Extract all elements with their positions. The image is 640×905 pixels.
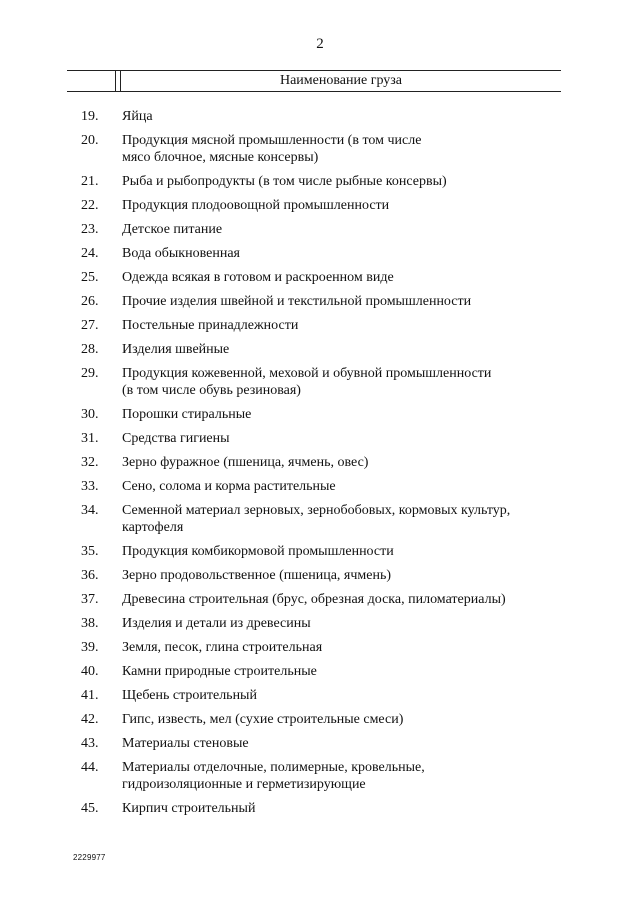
item-number: 25. <box>81 270 99 285</box>
item-number: 38. <box>81 616 99 631</box>
table-header <box>67 70 561 94</box>
list-item <box>81 406 561 423</box>
item-number: 19. <box>81 109 99 124</box>
list-item <box>81 341 561 358</box>
item-cargo-name: Материалы стеновые <box>122 736 249 751</box>
list-item <box>81 663 561 680</box>
item-cargo-name: Семенной материал зерновых, зернобобовых, кормовых культур, картофеля <box>122 503 511 535</box>
list-item <box>81 615 561 632</box>
item-number: 39. <box>81 640 99 655</box>
header-top-rule <box>67 70 561 71</box>
item-number: 29. <box>81 366 99 381</box>
item-cargo-name: Гипс, известь, мел (сухие строительные смеси) <box>122 712 404 727</box>
item-cargo-name: Средства гигиены <box>122 431 230 446</box>
list-item <box>81 591 561 608</box>
list-item <box>81 269 561 286</box>
item-cargo-name: Зерно фуражное (пшеница, ячмень, овес) <box>122 455 369 470</box>
list-item <box>81 197 561 214</box>
header-column-divider <box>115 70 116 92</box>
list-item <box>81 221 561 238</box>
item-number: 31. <box>81 431 99 446</box>
list-item <box>81 639 561 656</box>
item-cargo-name: Продукция кожевенной, меховой и обувной промышленности (в том числе обувь резиновая) <box>122 366 492 398</box>
item-number: 44. <box>81 760 99 775</box>
item-number: 45. <box>81 801 99 816</box>
item-cargo-name: Рыба и рыбопродукты (в том числе рыбные консервы) <box>122 174 447 189</box>
list-item <box>81 687 561 704</box>
item-cargo-name: Порошки стиральные <box>122 407 252 422</box>
list-item <box>81 735 561 752</box>
item-cargo-name: Постельные принадлежности <box>122 318 299 333</box>
item-number: 27. <box>81 318 99 333</box>
list-item <box>81 502 561 536</box>
list-item <box>81 245 561 262</box>
item-cargo-name: Кирпич строительный <box>122 801 256 816</box>
list-item <box>81 293 561 310</box>
page-number: 2 <box>316 36 324 52</box>
item-number: 43. <box>81 736 99 751</box>
item-number: 41. <box>81 688 99 703</box>
list-item <box>81 543 561 560</box>
item-cargo-name: Продукция мясной промышленности (в том числе мясо блочное, мясные консервы) <box>122 133 422 165</box>
item-cargo-name: Древесина строительная (брус, обрезная доска, пиломатериалы) <box>122 592 506 607</box>
item-number: 26. <box>81 294 99 309</box>
item-number: 42. <box>81 712 99 727</box>
list-item <box>81 132 561 166</box>
item-cargo-name: Продукция плодоовощной промышленности <box>122 198 390 213</box>
item-number: 20. <box>81 133 99 148</box>
list-item <box>81 759 561 793</box>
list-item <box>81 108 561 125</box>
item-cargo-name: Детское питание <box>122 222 223 237</box>
list-item <box>81 365 561 399</box>
item-cargo-name: Щебень строительный <box>122 688 257 703</box>
list-item <box>81 800 561 817</box>
header-bottom-rule <box>67 91 561 92</box>
item-number: 30. <box>81 407 99 422</box>
list-item <box>81 567 561 584</box>
item-cargo-name: Яйца <box>122 109 153 124</box>
item-cargo-name: Одежда всякая в готовом и раскроенном виде <box>122 270 394 285</box>
item-number: 22. <box>81 198 99 213</box>
item-number: 28. <box>81 342 99 357</box>
item-cargo-name: Изделия швейные <box>122 342 230 357</box>
header-column-title: Наименование груза <box>279 73 403 88</box>
item-number: 24. <box>81 246 99 261</box>
item-cargo-name: Сено, солома и корма растительные <box>122 479 336 494</box>
item-cargo-name: Зерно продовольственное (пшеница, ячмень) <box>122 568 392 583</box>
item-cargo-name: Продукция комбикормовой промышленности <box>122 544 394 559</box>
list-item <box>81 173 561 190</box>
item-cargo-name: Материалы отделочные, полимерные, кровельные, гидроизоляционные и герметизирующие <box>122 760 425 792</box>
item-number: 23. <box>81 222 99 237</box>
item-number: 40. <box>81 664 99 679</box>
item-number: 37. <box>81 592 99 607</box>
list-item <box>81 317 561 334</box>
cargo-list <box>81 108 561 824</box>
item-cargo-name: Камни природные строительные <box>122 664 317 679</box>
item-cargo-name: Изделия и детали из древесины <box>122 616 311 631</box>
document-code: 2229977 <box>73 853 106 862</box>
item-cargo-name: Земля, песок, глина строительная <box>122 640 323 655</box>
item-number: 35. <box>81 544 99 559</box>
item-number: 21. <box>81 174 99 189</box>
list-item <box>81 454 561 471</box>
list-item <box>81 478 561 495</box>
item-number: 36. <box>81 568 99 583</box>
item-number: 32. <box>81 455 99 470</box>
item-number: 34. <box>81 503 99 518</box>
item-number: 33. <box>81 479 99 494</box>
list-item <box>81 711 561 728</box>
item-cargo-name: Прочие изделия швейной и текстильной промышленности <box>122 294 472 309</box>
item-cargo-name: Вода обыкновенная <box>122 246 240 261</box>
list-item <box>81 430 561 447</box>
